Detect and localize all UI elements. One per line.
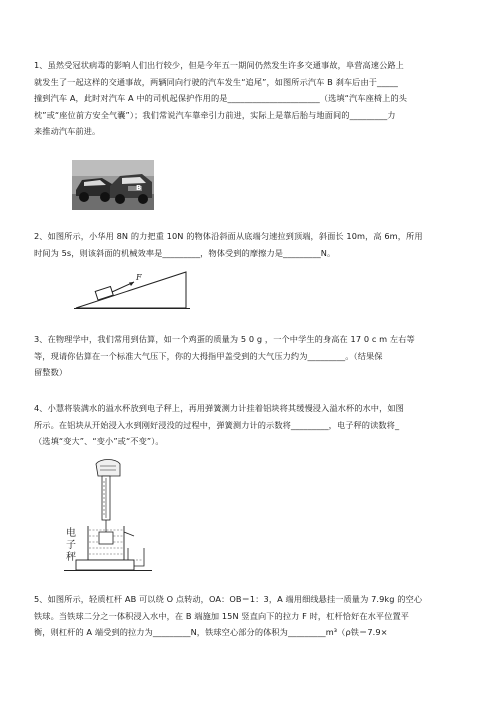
force-label: F [136,273,142,282]
electronic-scale-label: 电子秤 [66,528,76,563]
incline-diagram [74,268,192,312]
question-4 [34,400,470,450]
question-2-line: 2、如图所示，小华用 8N 的力把重 10N 的物体沿斜面从底端匀速拉到顶端，斜面长 10m，高 6m，所用 [34,231,423,241]
question-1 [34,57,470,140]
question-4-line: 所示。在铝块从开始浸入水到刚好浸没的过程中，弹簧测力计的示数将_________，电子秤的读数将_ [34,419,400,430]
question-3-line: 3、在物理学中，我们常用到估算，如一个鸡蛋的质量为 5 0 g ，一个中学生的身高在 17 0 c m 左右等 [34,334,415,344]
question-4-line: （选填“变大”、“变小”或“不变”）。 [34,436,164,446]
question-4-line: 4、小慧将装满水的溢水杯放到电子秤上，再用弹簧测力计挂着铝块将其缓慢浸入溢水杯的水中，如图 [34,403,404,413]
question-3-line: 留整数） [34,367,68,377]
question-1-line: 就发生了一起这样的交通事故，两辆同向行驶的汽车发生“追尾”，如图所示汽车 B 刹车后由于_____ [34,76,398,87]
question-1-line: 撞到汽车 A，此时对汽车 A 中的司机起保护作用的是______________________（选填“汽车座椅上的头 [34,93,408,103]
question-5-line: 铁球。当铁球二分之一体积浸入水中，在 B 端施加 15N 竖直向下的拉力 F 时，杠杆恰好在水平位置平 [34,610,410,621]
question-5-line: 5、如图所示，轻质杠杆 AB 可以绕 O 点转动，OA：OB＝1：3，A 端用细线悬挂一质量为 7.9kg 的空心 [34,594,423,604]
question-3 [34,331,470,381]
car-crash-photo [72,160,154,210]
question-1-line: 枕”或“座位前方安全气囊”）；我们常说汽车靠牵引力前进，实际上是靠后胎与地面间的_________力 [34,109,396,120]
question-5 [34,591,470,641]
question-3-line: 等，现请你估算在一个标准大气压下，你的大拇指甲盖受到的大气压力约为_________。（结果保 [34,350,383,361]
question-2-line: 时间为 5s，则该斜面的机械效率是_________，物体受到的摩擦力是_________N。 [34,247,336,258]
question-5-line: 衡，则杠杆的 A 端受到的拉力为_________N，铁球空心部分的体积为_________m³（ρ铁＝7.9× [34,627,388,637]
question-1-line: 来推动汽车前进。 [34,126,101,136]
car-b-label: B [136,184,142,192]
question-2 [34,228,470,261]
question-1-line: 1、虽然受冠状病毒的影响人们出行较少，但是今年五一期间仍然发生许多交通事故，阜营高速公路上 [34,60,404,70]
